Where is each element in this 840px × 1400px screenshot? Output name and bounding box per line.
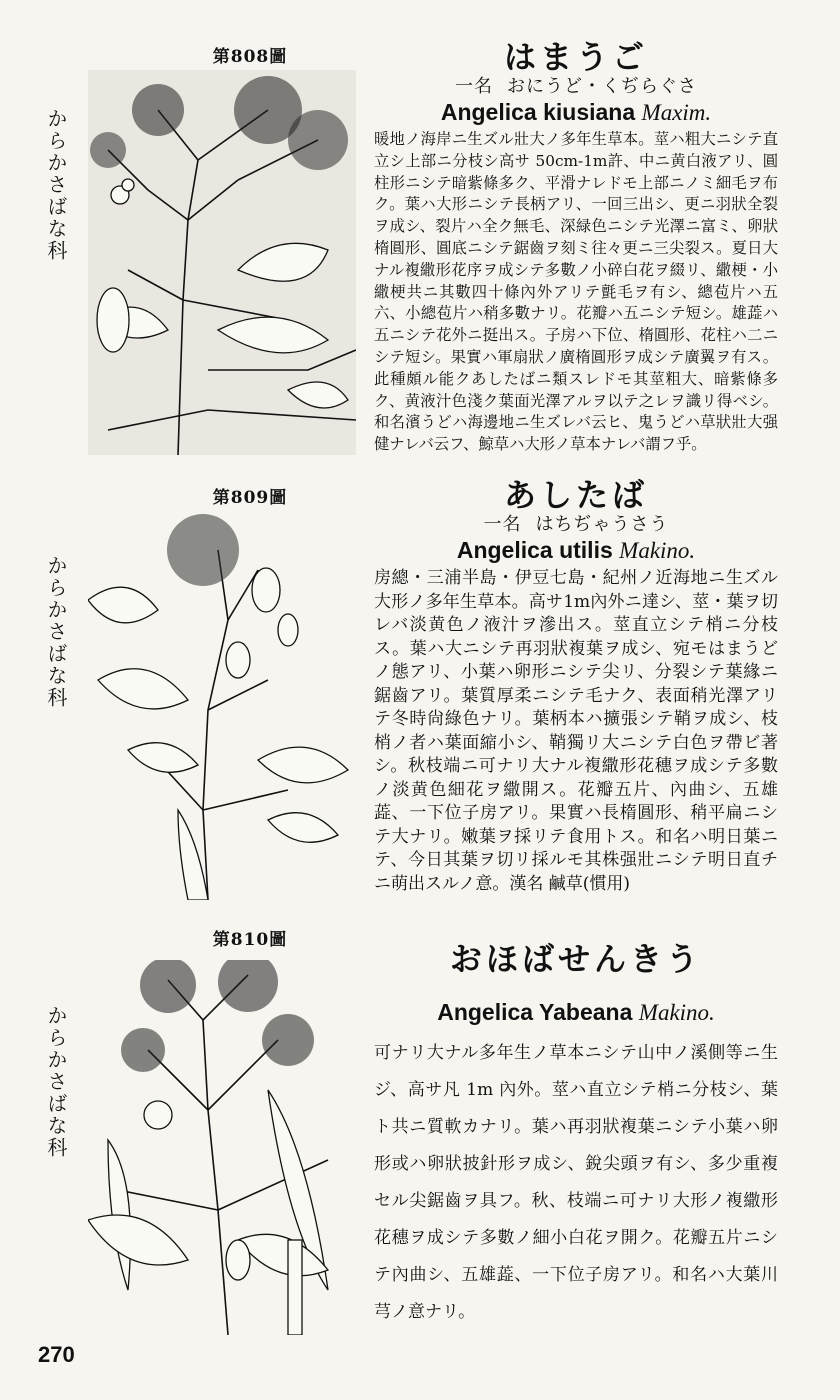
- latin-author-808: Maxim.: [641, 100, 712, 125]
- japanese-name-808: はまうご: [503, 38, 648, 76]
- plant-drawing-ashitaba: [88, 510, 356, 900]
- latin-name-808: [374, 98, 778, 127]
- description-808: 暖地ノ海岸ニ生ズル壯大ノ多年生草本。莖ハ粗大ニシテ直立シ上部ニ分枝シ高サ 50cm-1m許、中ニ黄白液アリ、圓柱形ニシテ暗紫條多ク、平滑ナレドモ上部ニノミ細毛ヲ布ク。葉ハ大形ニシテ長柄アリ、一回三出シ、更ニ羽狀全裂ヲ成シ、裂片ハ全ク無毛、深緑色ニシテ光澤ニ富ミ、卵狀楕圓形、圓底ニシテ鋸齒ヲ刻ミ往々更ニ三尖裂ス。夏日大ナル複繖形花序ヲ成シテ多數ノ小碎白花ヲ綴リ、繖梗・小繖梗共ニ其數四十條內外アリテ氈毛ヲ有シ、總苞片ハ五六、小總苞片ハ稍多數ナリ。花瓣ハ五ニシテ短シ。雄蕋ハ五ニシテ花外ニ挺出ス。子房ハ下位、楕圓形、花柱ハ二ニシテ短シ。果實ハ軍扇狀ノ廣楕圓形ヲ成シテ廣翼ヲ有ス。此種頗ル能クあしたばニ類スレドモ其莖粗大、暗紫條多ク、黄液汁色淺ク葉面光澤アルヲ以テ之レヲ識リ得ベシ。和名濱うどハ海邊地ニ生ズレバ云ヒ、鬼うどハ草狀壯大强健ナレバ云フ、鯨草ハ大形ノ草本ナレバ謂フ乎。: [374, 130, 778, 454]
- alias-name-808: おにうど・くぢらぐさ: [507, 76, 697, 97]
- illustration-808: [88, 70, 356, 455]
- figure-label-808: 第808圖: [212, 47, 288, 67]
- alias-808: [374, 76, 778, 98]
- entry-809: [374, 476, 778, 896]
- entry-808: [374, 38, 778, 456]
- illustration-809: [88, 510, 356, 900]
- latin-species-810: Angelica Yabeana: [437, 999, 633, 1025]
- family-label-810: からかさばな科: [44, 1005, 68, 1159]
- latin-name-809: [374, 536, 778, 565]
- entry-810: [374, 940, 778, 1331]
- latin-author-809: Makino.: [619, 538, 696, 563]
- alias-prefix-809: 一名: [483, 514, 522, 535]
- latin-name-810: [374, 998, 778, 1027]
- plant-drawing-hamaudo: [88, 70, 356, 455]
- description-809: 房總・三浦半島・伊豆七島・紀州ノ近海地ニ生ズル大形ノ多年生草本。高サ1m內外ニ達シ、莖・葉ヲ切レバ淡黄色ノ液汁ヲ滲出ス。莖直立シテ梢ニ分枝ス。葉ハ大ニシテ再羽狀複葉ヲ成シ、宛モはまうどノ態アリ、小葉ハ卵形ニシテ尖リ、分裂シテ葉緣ニ鋸齒アリ。葉質厚柔ニシテ毛ナク、表面稍光澤アリテ冬時尙綠色ナリ。葉柄本ハ擴張シテ鞘ヲ成シ、枝梢ノ者ハ葉面縮小シ、鞘獨リ大ニシテ白色ヲ帶ビ著シ。秋枝端ニ可ナリ大ナル複繖形花穗ヲ成シテ多數ノ淡黄色細花ヲ繖開ス。花瓣五片、內曲シ、五雄蕋、一下位子房アリ。果實ハ長楕圓形、稍平扁ニシテ大ナリ。嫩葉ヲ採リテ食用トス。和名ハ明日葉ニテ、今日其葉ヲ切リ採ルモ其株强壯ニシテ明日直チニ萌出スルノ意。漢名 鹹草(慣用): [374, 568, 778, 894]
- family-label-809: からかさばな科: [44, 555, 68, 709]
- plant-drawing-ohobasenkyu: [88, 960, 356, 1335]
- description-810: 可ナリ大ナル多年生ノ草本ニシテ山中ノ溪側等ニ生ジ、高サ凡 1m 內外。莖ハ直立シテ梢ニ分枝シ、葉ト共ニ質軟カナリ。葉ハ再羽狀複葉ニシテ小葉ハ卵形或ハ卵狀披針形ヲ成シ、銳尖頭ヲ有シ、多少重複セル尖鋸齒ヲ具フ。秋、枝端ニ可ナリ大形ノ複繖形花穗ヲ成シテ多數ノ細小白花ヲ開ク。花瓣五片ニシテ內曲シ、五雄蕋、一下位子房アリ。和名ハ大葉川芎ノ意ナリ。: [374, 1043, 778, 1322]
- japanese-name-809: あしたば: [503, 476, 648, 514]
- japanese-name-810: おほばせんきう: [449, 940, 702, 978]
- alias-name-809: はちぢゃうさう: [535, 514, 669, 535]
- latin-species-809: Angelica utilis: [456, 537, 613, 563]
- latin-author-810: Makino.: [638, 1000, 715, 1025]
- alias-prefix-808: 一名: [455, 76, 493, 97]
- family-label-808: からかさばな科: [44, 108, 68, 262]
- alias-809: [374, 514, 778, 536]
- figure-label-810: 第810圖: [212, 930, 288, 950]
- illustration-810: [88, 960, 356, 1335]
- figure-label-809: 第809圖: [212, 488, 288, 508]
- latin-species-808: Angelica kiusiana: [440, 99, 636, 125]
- page-number: 270: [38, 1342, 75, 1367]
